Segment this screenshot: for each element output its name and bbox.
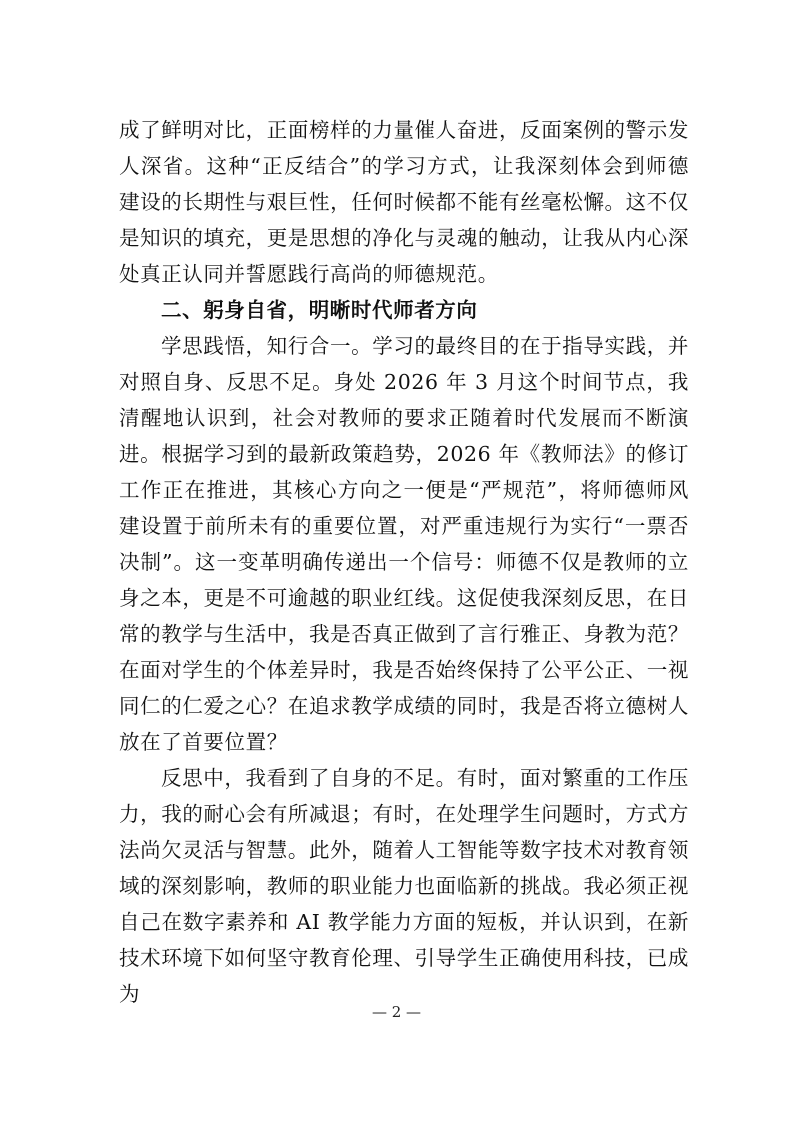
paragraph-continuation: 成了鲜明对比，正面榜样的力量催人奋进，反面案例的警示发人深省。这种“正反结合”的学习方式，让我深刻体会到师德建设的长期性与艰巨性，任何时候都不能有丝毫松懈。这不仅是知识的填充，更是思想的净化与灵魂的触动，让我从内心深处真正认同并誓愿践行高尚的师德规范。 xyxy=(119,118,689,286)
paragraph-shortcomings: 反思中，我看到了自身的不足。有时，面对繁重的工作压力，我的耐心会有所减退；有时，在处理学生问题时，方式方法尚欠灵活与智慧。此外，随着人工智能等数字技术对教育领域的深刻影响，教师的职业能力也面临新的挑战。我必须正视自己在数字素养和 AI 教学能力方面的短板，并认识到，在新技术环境下如何坚守教育伦理、引导学生正确使用科技，已成为 xyxy=(119,766,689,1006)
section-heading: 二、躬身自省，明晰时代师者方向 xyxy=(161,298,478,322)
page-number: — 2 — xyxy=(371,1003,422,1021)
document-body xyxy=(119,112,689,1012)
paragraph-reflection: 学思践悟，知行合一。学习的最终目的在于指导实践，并对照自身、反思不足。身处 2026 年 3 月这个时间节点，我清醒地认识到，社会对教师的要求正随着时代发展而不断演进。根据学习到的最新政策趋势，2026 年《教师法》的修订工作正在推进，其核心方向之一便是“严规范”，将师德师风建设置于前所未有的重要位置，对严重违规行为实行“一票否决制”。这一变革明确传递出一个信号：师德不仅是教师的立身之本，更是不可逾越的职业红线。这促使我深刻反思，在日常的教学与生活中，我是否真正做到了言行雅正、身教为范？在面对学生的个体差异时，我是否始终保持了公平公正、一视同仁的仁爱之心？在追求教学成绩的同时，我是否将立德树人放在了首要位置？ xyxy=(119,334,689,754)
